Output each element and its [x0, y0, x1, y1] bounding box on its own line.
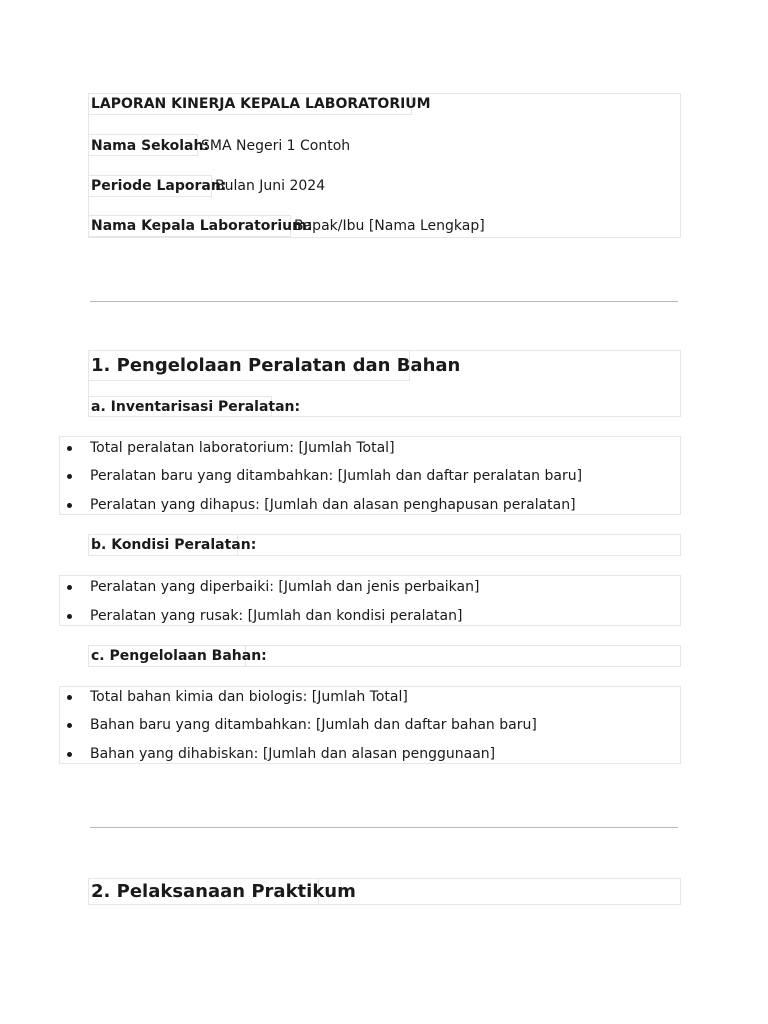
- school-label: Nama Sekolah:: [91, 138, 210, 154]
- head-value: Bapak/Ibu [Nama Lengkap]: [294, 218, 485, 234]
- divider: [90, 301, 678, 302]
- list-item: Peralatan yang rusak: [Jumlah dan kondisi peralatan]: [90, 608, 463, 624]
- list-item: Peralatan baru yang ditambahkan: [Jumlah dan daftar peralatan baru]: [90, 468, 583, 484]
- bullet: [67, 503, 72, 508]
- divider: [90, 827, 678, 828]
- school-value: SMA Negeri 1 Contoh: [201, 138, 351, 154]
- list-item: Bahan baru yang ditambahkan: [Jumlah dan daftar bahan baru]: [90, 717, 537, 733]
- list-item: Peralatan yang dihapus: [Jumlah dan alasan penghapusan peralatan]: [90, 497, 576, 513]
- bullet: [67, 723, 72, 728]
- bullet: [67, 446, 72, 451]
- section1-title: 1. Pengelolaan Peralatan dan Bahan: [91, 355, 461, 376]
- bullet: [67, 695, 72, 700]
- section2-title: 2. Pelaksanaan Praktikum: [91, 881, 356, 902]
- report-title: LAPORAN KINERJA KEPALA LABORATORIUM: [91, 96, 431, 112]
- list-item: Peralatan yang diperbaiki: [Jumlah dan jenis perbaikan]: [90, 579, 480, 595]
- period-label: Periode Laporan:: [91, 178, 227, 194]
- bullet: [67, 752, 72, 757]
- sub-a-title: a. Inventarisasi Peralatan:: [91, 399, 301, 415]
- sub-c-title: c. Pengelolaan Bahan:: [91, 648, 267, 664]
- list-item: Total peralatan laboratorium: [Jumlah Total]: [90, 440, 395, 456]
- bullet: [67, 585, 72, 590]
- period-value: Bulan Juni 2024: [215, 178, 326, 194]
- list-item: Total bahan kimia dan biologis: [Jumlah Total]: [90, 689, 408, 705]
- list-item: Bahan yang dihabiskan: [Jumlah dan alasan penggunaan]: [90, 746, 496, 762]
- head-label: Nama Kepala Laboratorium:: [91, 218, 313, 234]
- bullet: [67, 614, 72, 619]
- sub-b-title: b. Kondisi Peralatan:: [91, 537, 257, 553]
- bullet: [67, 474, 72, 479]
